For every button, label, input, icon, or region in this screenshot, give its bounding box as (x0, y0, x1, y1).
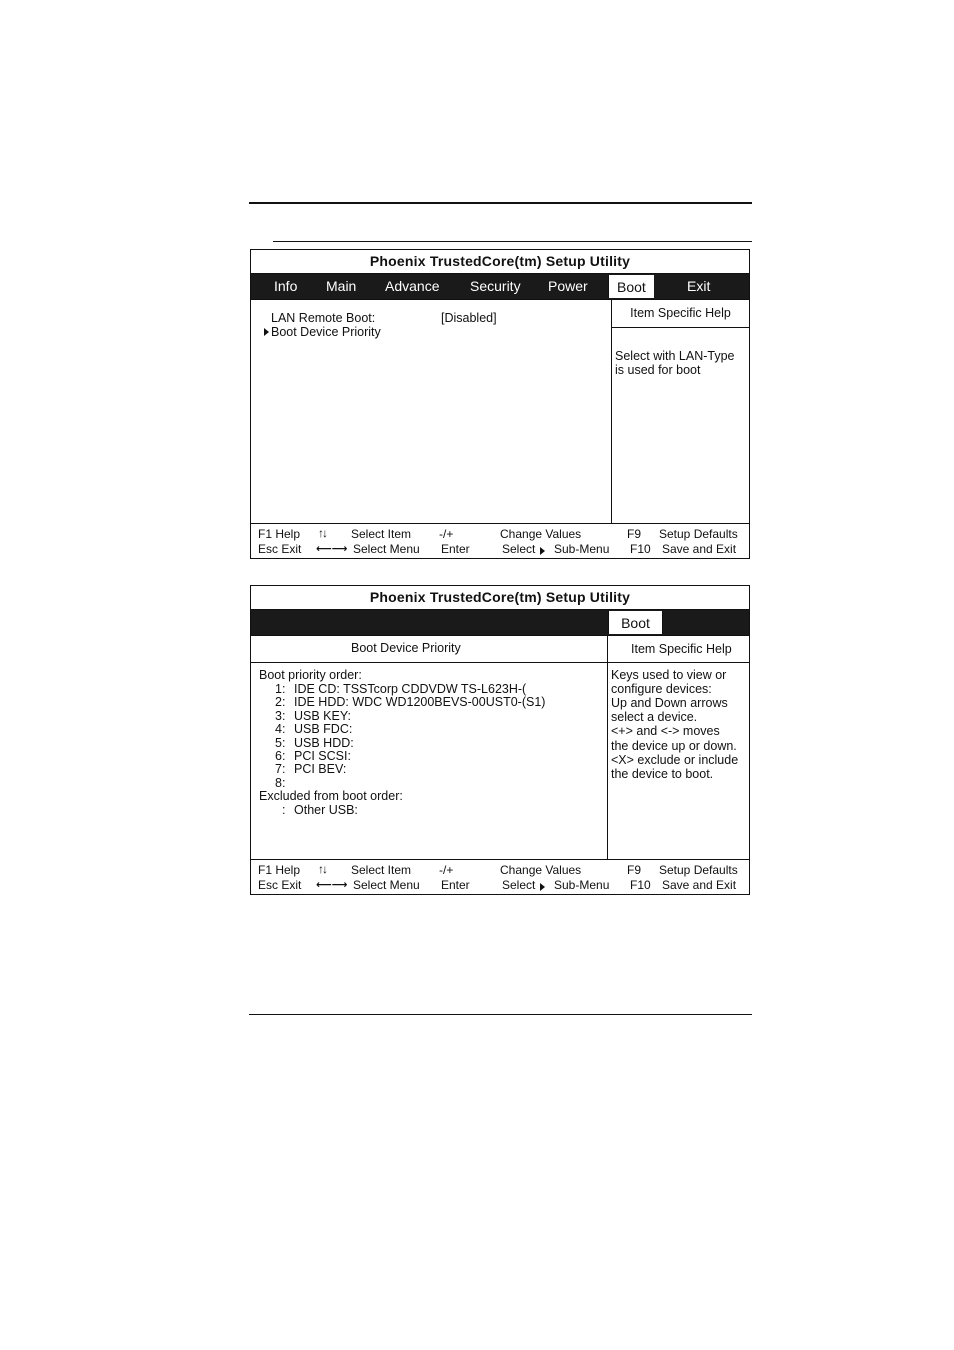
key-enter: Enter (441, 542, 470, 556)
help-pane-2 (608, 636, 749, 859)
boot-order-num: 4: (275, 722, 286, 737)
key-change-values: Change Values (500, 527, 582, 541)
key-setup-defaults: Setup Defaults (659, 527, 738, 541)
key-f10-2: F10 (630, 878, 651, 892)
bios-screen-boot (250, 249, 750, 559)
boot-order-num: 5: (275, 735, 286, 750)
boot-device-priority-label: Boot Device Priority (271, 325, 381, 339)
tab-boot[interactable]: Boot (608, 275, 654, 298)
tab-power[interactable]: Power (548, 278, 588, 294)
tab-advance[interactable]: Advance (385, 278, 440, 294)
key-legend-2 (251, 859, 749, 894)
key-legend (251, 523, 749, 558)
submenu-triangle-icon (264, 328, 269, 336)
boot-order-num: 8: (275, 775, 286, 790)
excluded-title: Excluded from boot order: (259, 789, 403, 803)
utility-title-2: Phoenix TrustedCore(tm) Setup Utility (251, 586, 749, 610)
help-line: configure devices: (611, 682, 712, 697)
help-line: the device to boot. (611, 766, 714, 781)
menu-bar-2 (251, 610, 749, 635)
help-line: the device up or down. (611, 738, 737, 753)
tab-security[interactable]: Security (470, 278, 521, 294)
key-select-item-2: Select Item (351, 863, 412, 877)
tab-main[interactable]: Main (326, 278, 357, 294)
settings-pane (251, 300, 612, 523)
help-line: <X> exclude or include (611, 752, 739, 767)
key-minus-plus-2: -/+ (439, 863, 454, 877)
key-minus-plus: -/+ (439, 527, 454, 541)
left-right-arrows-icon-2: ⟵⟶ (316, 879, 348, 891)
boot-order-item[interactable]: PCI BEV: (294, 762, 347, 777)
key-save-exit-2: Save and Exit (662, 878, 737, 892)
boot-order-item[interactable]: USB KEY: (294, 708, 351, 723)
page-top-rule (249, 202, 752, 204)
key-f1-help: F1 Help (258, 527, 301, 541)
boot-order-item[interactable]: USB HDD: (294, 735, 354, 750)
left-right-arrows-icon: ⟵⟶ (316, 543, 348, 555)
boot-order-num: 1: (275, 682, 286, 696)
screen2-body (251, 635, 749, 859)
key-select: Select (502, 542, 536, 556)
bios-screen-boot-device-priority (250, 585, 750, 895)
key-select-2: Select (502, 878, 536, 892)
up-down-arrows-icon-2: ↑↓ (318, 862, 326, 876)
key-f9: F9 (627, 527, 642, 541)
select-triangle-icon-2 (540, 880, 547, 894)
boot-order-num: 6: (275, 749, 286, 763)
help-line: Keys used to view or (611, 668, 727, 682)
boot-order-title: Boot priority order: (259, 668, 362, 682)
help-line: <+> and <-> moves (611, 724, 720, 739)
key-save-exit: Save and Exit (662, 542, 737, 556)
lan-remote-boot-label: LAN Remote Boot: (271, 311, 376, 325)
excluded-item-label[interactable]: Other USB: (294, 803, 358, 817)
key-select-menu-2: Select Menu (353, 878, 420, 892)
key-f1-help-2: F1 Help (258, 863, 301, 877)
help-title: Item Specific Help (612, 300, 749, 328)
key-select-menu: Select Menu (353, 542, 420, 556)
help-pane (612, 300, 749, 523)
tab-info[interactable]: Info (274, 278, 298, 294)
key-change-values-2: Change Values (500, 863, 582, 877)
utility-title: Phoenix TrustedCore(tm) Setup Utility (251, 250, 749, 274)
boot-order-item[interactable]: USB FDC: (294, 722, 353, 737)
boot-order-item[interactable]: PCI SCSI: (294, 749, 351, 763)
key-enter-2: Enter (441, 878, 470, 892)
boot-order-item[interactable]: IDE HDD: WDC WD1200BEVS-00UST0-(S1) (294, 695, 546, 710)
key-sub-menu-2: Sub-Menu (554, 878, 610, 892)
key-esc-exit: Esc Exit (258, 542, 302, 556)
key-select-item: Select Item (351, 527, 412, 541)
key-sub-menu: Sub-Menu (554, 542, 610, 556)
page-sub-rule (273, 241, 752, 242)
page-bottom-rule (249, 1014, 752, 1015)
section-header (251, 636, 607, 663)
boot-order-num: 2: (275, 695, 286, 710)
boot-order-item[interactable]: IDE CD: TSSTcorp CDDVDW TS-L623H-( (294, 682, 527, 696)
lan-remote-boot-value[interactable]: [Disabled] (441, 311, 497, 325)
key-f9-2: F9 (627, 863, 642, 877)
tab-exit[interactable]: Exit (687, 278, 711, 294)
boot-order-num: 7: (275, 762, 286, 777)
help-header-2 (608, 636, 749, 663)
boot-device-priority-item[interactable] (264, 325, 381, 339)
help-line: select a device. (611, 710, 698, 725)
key-setup-defaults-2: Setup Defaults (659, 863, 738, 877)
up-down-arrows-icon: ↑↓ (318, 526, 326, 540)
key-f10: F10 (630, 542, 651, 556)
select-triangle-icon (540, 544, 547, 558)
tab-boot-2[interactable]: Boot (608, 611, 663, 634)
excluded-item-num: : (282, 803, 286, 817)
help-title-2: Item Specific Help (631, 642, 732, 656)
screen1-body (251, 299, 749, 523)
section-title: Boot Device Priority (351, 641, 461, 655)
boot-order-num: 3: (275, 708, 286, 723)
help-text: Select with LAN-Type is used for boot (615, 349, 735, 377)
key-esc-exit-2: Esc Exit (258, 878, 302, 892)
menu-bar (251, 274, 749, 299)
help-line: Up and Down arrows (611, 696, 728, 711)
boot-priority-pane (251, 636, 608, 859)
